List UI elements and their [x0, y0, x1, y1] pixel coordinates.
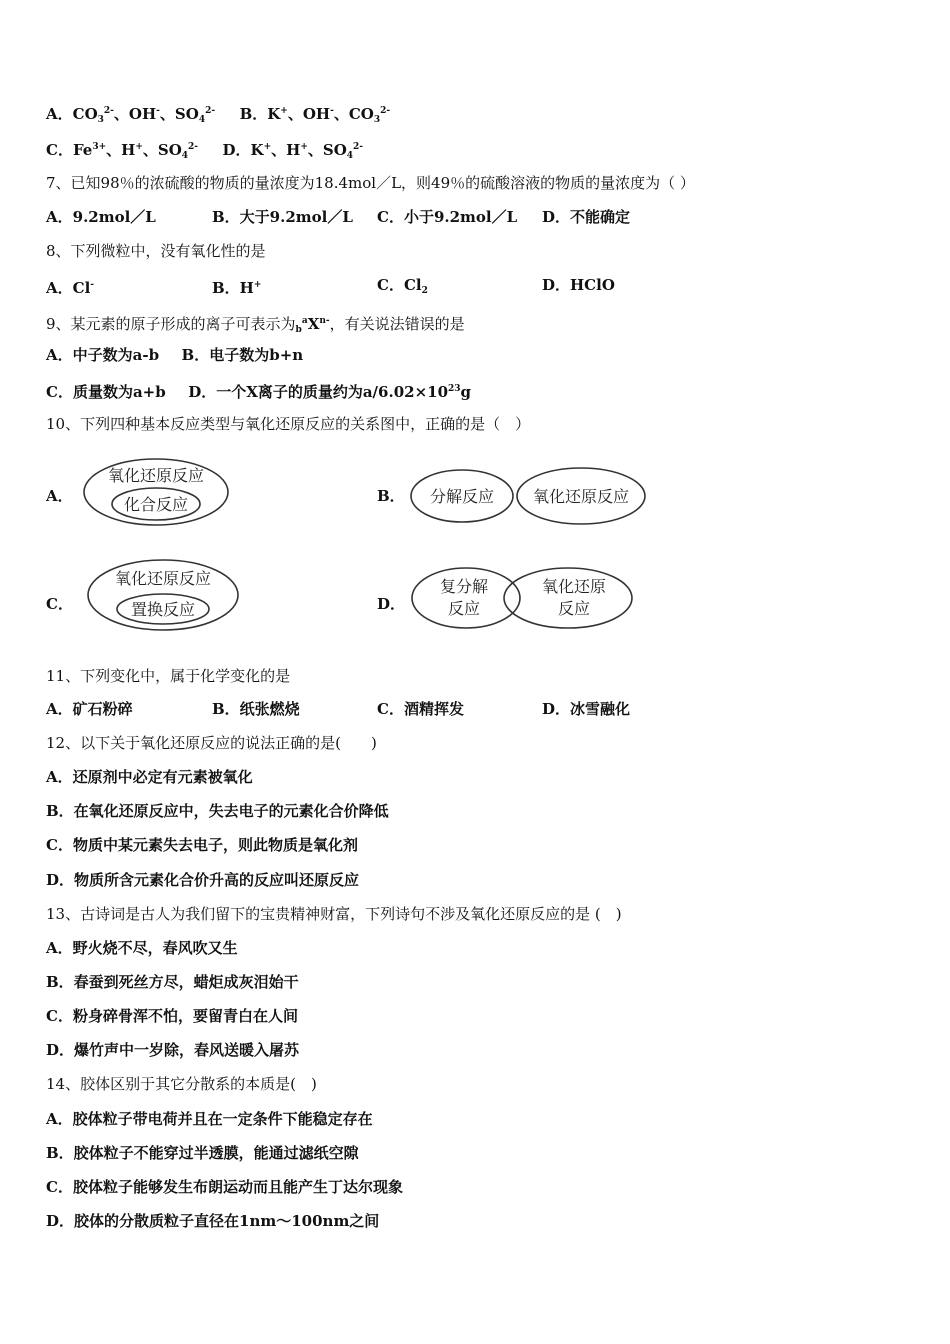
q14-option-b: B．胶体粒子不能穿过半透膜，能通过滤纸空隙 — [46, 1144, 359, 1162]
q6-option-d-text: K+、H+、$SO_4^{2-}$ — [250, 141, 364, 161]
q10-a-inner-label: 化合反应 — [123, 495, 189, 514]
q12-option-b: B．在氧化还原反应中，失去电子的元素化合价降低 — [46, 802, 389, 820]
q12-option-a: A．还原剂中必定有元素被氧化 — [46, 768, 253, 786]
q13-option-c: C．粉身碎骨浑不怕，要留青白在人间 — [46, 1007, 298, 1025]
q7-option-a: A．9.2mol／L — [46, 208, 156, 226]
q6-option-a-text: $CO_3^{2-}$、OH-、$SO_4^{2-}$ — [72, 105, 216, 125]
q10-d-right-label-1: 氧化还原 — [541, 577, 607, 596]
q13-option-d: D．爆竹声中一岁除，春风送暖入屠苏 — [46, 1041, 300, 1059]
q6-option-b-text: K+、OH-、$CO_3^{2-}$ — [267, 105, 391, 125]
q6-option-a-label: A． — [46, 105, 73, 123]
q7-option-c: C．小于9.2mol／L — [377, 208, 518, 226]
q10-diagram-a — [80, 455, 232, 529]
q13-option-a: A．野火烧不尽，春风吹又生 — [46, 939, 238, 957]
q13-stem: 13、古诗词是古人为我们留下的宝贵精神财富，下列诗句不涉及氧化还原反应的是 ( ) — [46, 905, 622, 923]
q9-options-row-2 — [46, 378, 471, 403]
q11-stem: 11、下列变化中，属于化学变化的是 — [46, 667, 291, 685]
q14-option-a: A．胶体粒子带电荷并且在一定条件下能稳定存在 — [46, 1110, 373, 1128]
q14-option-d: D．胶体的分散质粒子直径在1nm～100nm之间 — [46, 1212, 380, 1230]
q8-option-a: A．Cl- — [46, 279, 95, 297]
q10-d-right-label-2: 反应 — [557, 599, 591, 618]
q10-diagram-c — [84, 557, 244, 635]
q10-b-right-label: 氧化还原反应 — [532, 487, 630, 506]
q9-option-a: A．中子数为a-b — [46, 346, 160, 364]
q12-option-d: D．物质所含元素化合价升高的反应叫还原反应 — [46, 871, 360, 889]
q10-option-c-label: C． — [46, 595, 73, 613]
q10-c-inner-label: 置换反应 — [130, 600, 196, 619]
q14-option-c: C．胶体粒子能够发生布朗运动而且能产生丁达尔现象 — [46, 1178, 403, 1196]
q9-option-b: B．电子数为b+n — [181, 346, 304, 364]
q6-option-c-text: $Fe^{3+}$、H+、$SO_4^{2-}$ — [72, 141, 199, 161]
q8-option-d: D．HClO — [542, 276, 615, 294]
q11-option-c: C．酒精挥发 — [377, 700, 464, 718]
q12-stem: 12、以下关于氧化还原反应的说法正确的是( ) — [46, 734, 377, 752]
q7-stem: 7、已知98％的浓硫酸的物质的量浓度为18.4mol／L，则49％的硫酸溶液的物质的量浓度为（ ） — [46, 174, 695, 192]
q6-options-row-2 — [46, 136, 363, 167]
q9-option-d: D．一个X离子的质量约为$a/6.02\times 10^{23}g$ — [188, 383, 472, 401]
q10-stem: 10、下列四种基本反应类型与氧化还原反应的关系图中，正确的是（ ） — [46, 415, 531, 433]
q10-option-b-label: B． — [377, 487, 405, 505]
q10-b-left-label: 分解反应 — [429, 487, 495, 506]
q14-stem: 14、胶体区别于其它分散系的本质是( ) — [46, 1075, 317, 1093]
q10-diagram-d — [408, 564, 640, 632]
q9-stem-after: ，有关说法错误的是 — [329, 315, 465, 333]
q13-option-b: B．春蚕到死丝方尽，蜡炬成灰泪始干 — [46, 973, 299, 991]
q7-option-d: D．不能确定 — [542, 208, 631, 226]
q11-option-b: B．纸张燃烧 — [212, 700, 300, 718]
q6-option-d-label: D． — [222, 141, 251, 159]
q10-d-left-label-2: 反应 — [447, 599, 481, 618]
q6-option-c-label: C． — [46, 141, 73, 159]
q10-a-outer-label: 氧化还原反应 — [107, 466, 205, 485]
q10-option-d-label: D． — [377, 595, 406, 613]
q10-option-a-label: A． — [46, 487, 73, 505]
q12-option-c: C．物质中某元素失去电子，则此物质是氧化剂 — [46, 836, 358, 854]
q8-stem: 8、下列微粒中，没有氧化性的是 — [46, 242, 266, 260]
q9-stem — [46, 310, 465, 341]
q11-option-a: A．矿石粉碎 — [46, 700, 133, 718]
q9-ion: $_b^aX^{n-}$ — [295, 315, 330, 335]
q10-d-left-label-1: 复分解 — [439, 577, 489, 596]
q9-options-row-1 — [46, 344, 303, 366]
q9-stem-before: 9、某元素的原子形成的离子可表示为 — [46, 315, 296, 333]
q6-option-b-label: B． — [239, 105, 268, 123]
q10-c-outer-label: 氧化还原反应 — [114, 569, 212, 588]
q8-option-c: C．$Cl_2$ — [377, 276, 428, 296]
q11-option-d: D．冰雪融化 — [542, 700, 631, 718]
q10-diagram-b — [408, 466, 652, 528]
q7-option-b: B．大于9.2mol／L — [212, 208, 353, 226]
q6-options-row-1 — [46, 100, 390, 131]
q9-option-c: C．质量数为a+b — [46, 383, 166, 401]
q8-option-b: B．H+ — [212, 279, 262, 297]
